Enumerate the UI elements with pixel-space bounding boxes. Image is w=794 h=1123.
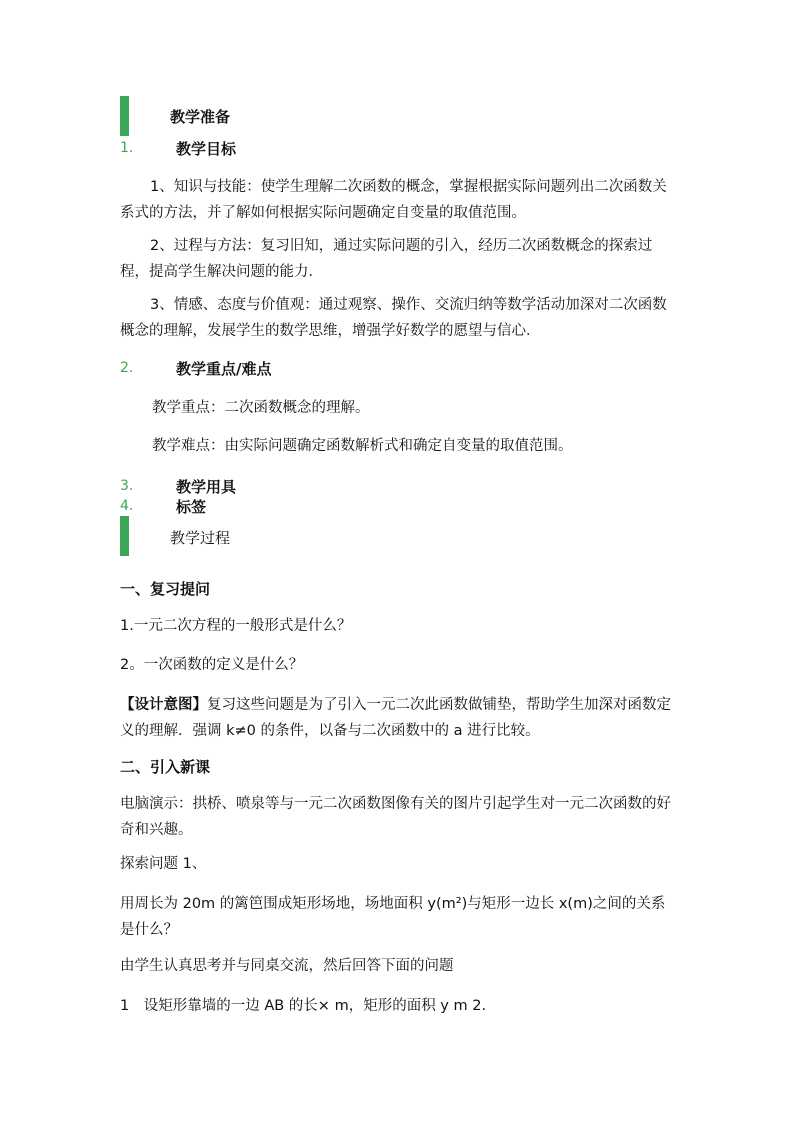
item-number-4: 4. — [120, 498, 134, 514]
design-intent-paragraph — [120, 692, 675, 744]
item-title-keypoints: 教学重点/难点 — [176, 360, 272, 378]
review-question-1: 1.一元二次方程的一般形式是什么？ — [120, 618, 352, 634]
discussion-text: 由学生认真思考并与同桌交流，然后回答下面的问题 — [120, 958, 454, 974]
item-title-tools: 教学用具 — [176, 478, 237, 496]
item-number-1: 1. — [120, 140, 134, 156]
item-number-3: 3. — [120, 478, 134, 494]
section-title-prep: 教学准备 — [170, 108, 231, 126]
demo-paragraph: 电脑演示：拱桥、喷泉等与一元二次函数图像有关的图片引起学生对一元二次函数的好奇和兴趣。 — [120, 796, 671, 838]
review-question-2: 2。一次函数的定义是什么？ — [120, 657, 304, 673]
subsection-new-lesson: 二、引入新课 — [120, 758, 211, 776]
goal-paragraph-3: 3、情感、态度与价值观：通过观察、操作、交流归纳等数学活动加深对二次函数概念的理解，发展学生的数学思维，增强学好数学的愿望与信心． — [120, 297, 667, 339]
key-point-text: 教学重点：二次函数概念的理解。 — [152, 400, 370, 416]
explore-heading: 探索问题 1、 — [120, 856, 207, 872]
subsection-review: 一、复习提问 — [120, 580, 211, 598]
item-title-goals: 教学目标 — [176, 140, 237, 158]
section-title-process: 教学过程 — [170, 529, 231, 547]
goal-paragraph-2: 2、过程与方法：复习旧知，通过实际问题的引入，经历二次函数概念的探索过程，提高学生解决问题的能力． — [120, 238, 653, 280]
design-intent-text: 复习这些问题是为了引入一元二次此函数做铺垫，帮助学生加深对函数定义的理解．强调 k≠0 的条件，以备与二次函数中的 a 进行比较。 — [120, 697, 671, 739]
goal-paragraph-1: 1、知识与技能：使学生理解二次函数的概念，掌握根据实际问题列出二次函数关系式的方法，并了解如何根据实际问题确定自变量的取值范围。 — [120, 179, 667, 221]
design-intent-label: 【设计意图】 — [120, 697, 207, 713]
step-1-text: 1 设矩形靠墙的一边 AB 的长× m，矩形的面积 y m 2. — [120, 998, 487, 1014]
item-number-2: 2. — [120, 360, 134, 376]
difficulty-text: 教学难点：由实际问题确定函数解析式和确定自变量的取值范围。 — [152, 438, 573, 454]
section-marker-bar — [120, 96, 129, 136]
item-title-tags: 标签 — [176, 498, 207, 516]
section-marker-bar — [120, 516, 129, 556]
problem-paragraph: 用周长为 20m 的篱笆围成矩形场地，场地面积 y(m²)与矩形一边长 x(m)之间的关系是什么？ — [120, 896, 666, 938]
